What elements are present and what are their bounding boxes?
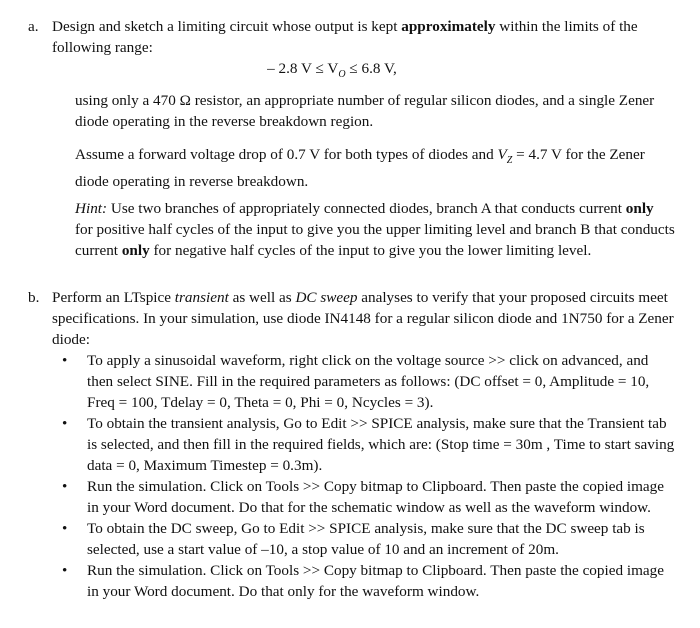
- hint-text-2: for positive half cycles of the input to give you the upper limiting level and branch B that conducts current: [75, 221, 675, 259]
- part-a-assume: [75, 144, 675, 192]
- list-item-text: To apply a sinusoidal waveform, right click on the voltage source >> click on advanced, and then select SINE. Fill in the required parameters as follows: (DC offset = 0, Amplitude = 10, Freq = 100, Tdelay = 0, Theta = 0, Phi = 0, Ncycles = 3).: [87, 352, 650, 411]
- list-item: [52, 518, 677, 560]
- part-b-intro-text: Perform an LTspice: [52, 289, 175, 306]
- list-item-text: To obtain the DC sweep, Go to Edit >> SPICE analysis, make sure that the DC sweep tab is selected, use a start value of –10, a stop value of 10 and an increment of 20m.: [87, 520, 645, 558]
- range-text: – 2.8 V ≤ V: [267, 60, 339, 77]
- assume-text: Assume a forward voltage drop of 0.7 V for both types of diodes and: [75, 146, 498, 163]
- list-item: [52, 350, 677, 413]
- list-item-text: To obtain the transient analysis, Go to Edit >> SPICE analysis, make sure that the Transient tab is selected, and then fill in the required fields, which are: (Stop time = 30m , Time to start saving data = 0, Maximum Timestep = 0.3m).: [87, 415, 675, 474]
- range-end: ≤ 6.8 V,: [345, 60, 397, 77]
- part-a-hint: [75, 198, 675, 261]
- assume-text-2: = 4.7 V for the Zener diode operating in reverse breakdown.: [75, 146, 645, 191]
- bullet-icon: •: [62, 562, 68, 579]
- part-b-marker: b.: [28, 289, 40, 306]
- bullet-icon: •: [62, 415, 68, 432]
- part-a-marker: a.: [28, 18, 39, 35]
- bullet-icon: •: [62, 352, 68, 369]
- list-item: [52, 560, 677, 602]
- range-sub: O: [338, 69, 346, 81]
- list-item: [52, 413, 677, 476]
- assume-sub: Z: [506, 155, 513, 167]
- hint-text-3: for negative half cycles of the input to give you the lower limiting level.: [149, 242, 592, 259]
- part-a-intro-bold: approximately: [401, 18, 496, 35]
- part-a-intro-text: Design and sketch a limiting circuit whose output is kept: [52, 18, 402, 35]
- list-item-text: Run the simulation. Click on Tools >> Copy bitmap to Clipboard. Then paste the copied image in your Word document. Do that for the schematic window as well as the waveform window.: [87, 478, 664, 516]
- hint-bold-1: only: [625, 200, 654, 217]
- instruction-list: [52, 350, 677, 602]
- list-item-text: Run the simulation. Click on Tools >> Copy bitmap to Clipboard. Then paste the copied image in your Word document. Do that only for the waveform window.: [87, 562, 664, 600]
- part-b-intro-text-2: as well as: [228, 289, 296, 306]
- hint-label: Hint:: [75, 200, 108, 217]
- hint-text-1: Use two branches of appropriately connected diodes, branch A that conducts current: [107, 200, 626, 217]
- hint-bold-2: only: [121, 242, 150, 259]
- bullet-icon: •: [62, 520, 68, 537]
- part-b-intro-italic-1: transient: [174, 289, 229, 306]
- bullet-icon: •: [62, 478, 68, 495]
- part-b-intro-italic-2: DC sweep: [295, 289, 358, 306]
- part-a-intro: [52, 16, 677, 58]
- part-b-intro: [52, 287, 677, 350]
- part-a-using: using only a 470 Ω resistor, an appropriate number of regular silicon diodes, and a single Zener diode operating in the reverse breakdown region.: [75, 92, 655, 130]
- voltage-range: [52, 58, 612, 85]
- part-a-intro-text-2: within the limits of the following range:: [52, 18, 638, 56]
- list-item: [52, 476, 677, 518]
- assume-var: V: [497, 146, 507, 163]
- part-b-intro-text-3: analyses to verify that your proposed circuits meet specifications. In your simulation, use diode IN4148 for a regular silicon diode and 1N750 for a Zener diode:: [52, 289, 674, 348]
